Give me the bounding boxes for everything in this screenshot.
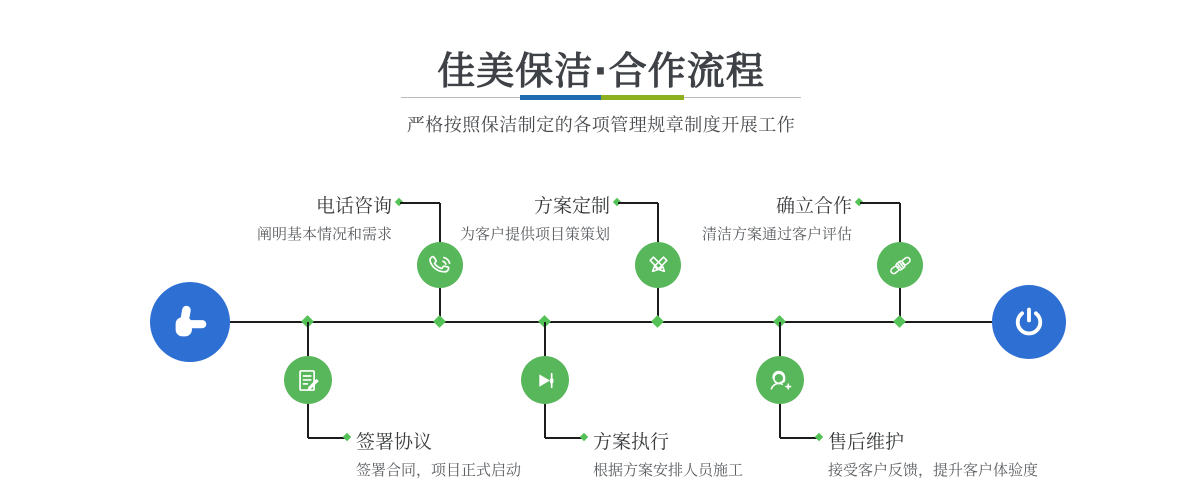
label-diamond xyxy=(815,433,823,441)
step-label xyxy=(593,427,743,480)
divider-blue-segment xyxy=(520,95,601,100)
step-desc: 根据方案安排人员施工 xyxy=(593,461,744,479)
step-desc: 为客户提供项目策策划 xyxy=(459,225,610,243)
step-desc: 接受客户反馈，提升客户体验度 xyxy=(828,461,1039,479)
timeline-line xyxy=(230,321,992,323)
connector-line xyxy=(307,322,309,356)
connector-line xyxy=(307,404,309,438)
contract-icon xyxy=(295,367,322,394)
crossed-pencils-icon xyxy=(645,252,672,279)
flow-end-node xyxy=(992,285,1066,359)
timeline-diamond xyxy=(433,315,446,328)
timeline-diamond xyxy=(893,315,906,328)
page-subtitle: 严格按照保洁制定的各项管理规章制度开展工作 xyxy=(406,115,796,136)
step-label xyxy=(356,427,521,480)
step-title: 确立合作 xyxy=(775,195,852,217)
step-desc: 清洁方案通过客户评估 xyxy=(701,225,852,243)
headset-plus-icon xyxy=(766,366,794,394)
connector-line xyxy=(657,203,659,242)
step-label xyxy=(828,427,1038,480)
connector-line xyxy=(618,202,658,204)
connector-line xyxy=(439,203,441,242)
step-desc: 签署合同，项目正式启动 xyxy=(356,461,522,479)
step-title: 售后维护 xyxy=(828,431,905,453)
step-title: 方案执行 xyxy=(593,431,670,453)
step-node xyxy=(284,356,332,404)
step-node xyxy=(417,242,463,288)
step-title: 方案定制 xyxy=(533,195,610,217)
connector-line xyxy=(779,404,781,438)
step-title: 签署协议 xyxy=(356,431,433,453)
step-label xyxy=(257,191,392,244)
step-node xyxy=(521,356,569,404)
divider-green-segment xyxy=(601,95,684,100)
step-label xyxy=(702,191,852,244)
flow-start-node xyxy=(150,282,230,362)
label-diamond xyxy=(343,433,351,441)
step-node xyxy=(877,242,923,288)
connector-line xyxy=(899,203,901,242)
phone-icon xyxy=(427,252,454,279)
connector-line xyxy=(544,322,546,356)
page-title: 佳美保洁·合作流程 xyxy=(437,49,765,93)
play-slider-icon xyxy=(532,367,559,394)
title-divider xyxy=(401,97,801,98)
pointing-hand-icon xyxy=(167,299,213,345)
handshake-icon xyxy=(886,251,915,280)
step-label xyxy=(460,191,610,244)
connector-line xyxy=(400,202,440,204)
connector-line xyxy=(779,322,781,356)
power-icon xyxy=(1009,302,1049,342)
step-desc: 阐明基本情况和需求 xyxy=(256,225,392,243)
timeline-diamond xyxy=(651,315,664,328)
step-node xyxy=(635,242,681,288)
label-diamond xyxy=(580,433,588,441)
connector-line xyxy=(544,404,546,438)
step-node xyxy=(756,356,804,404)
connector-line xyxy=(860,202,900,204)
step-title: 电话咨询 xyxy=(315,195,392,217)
